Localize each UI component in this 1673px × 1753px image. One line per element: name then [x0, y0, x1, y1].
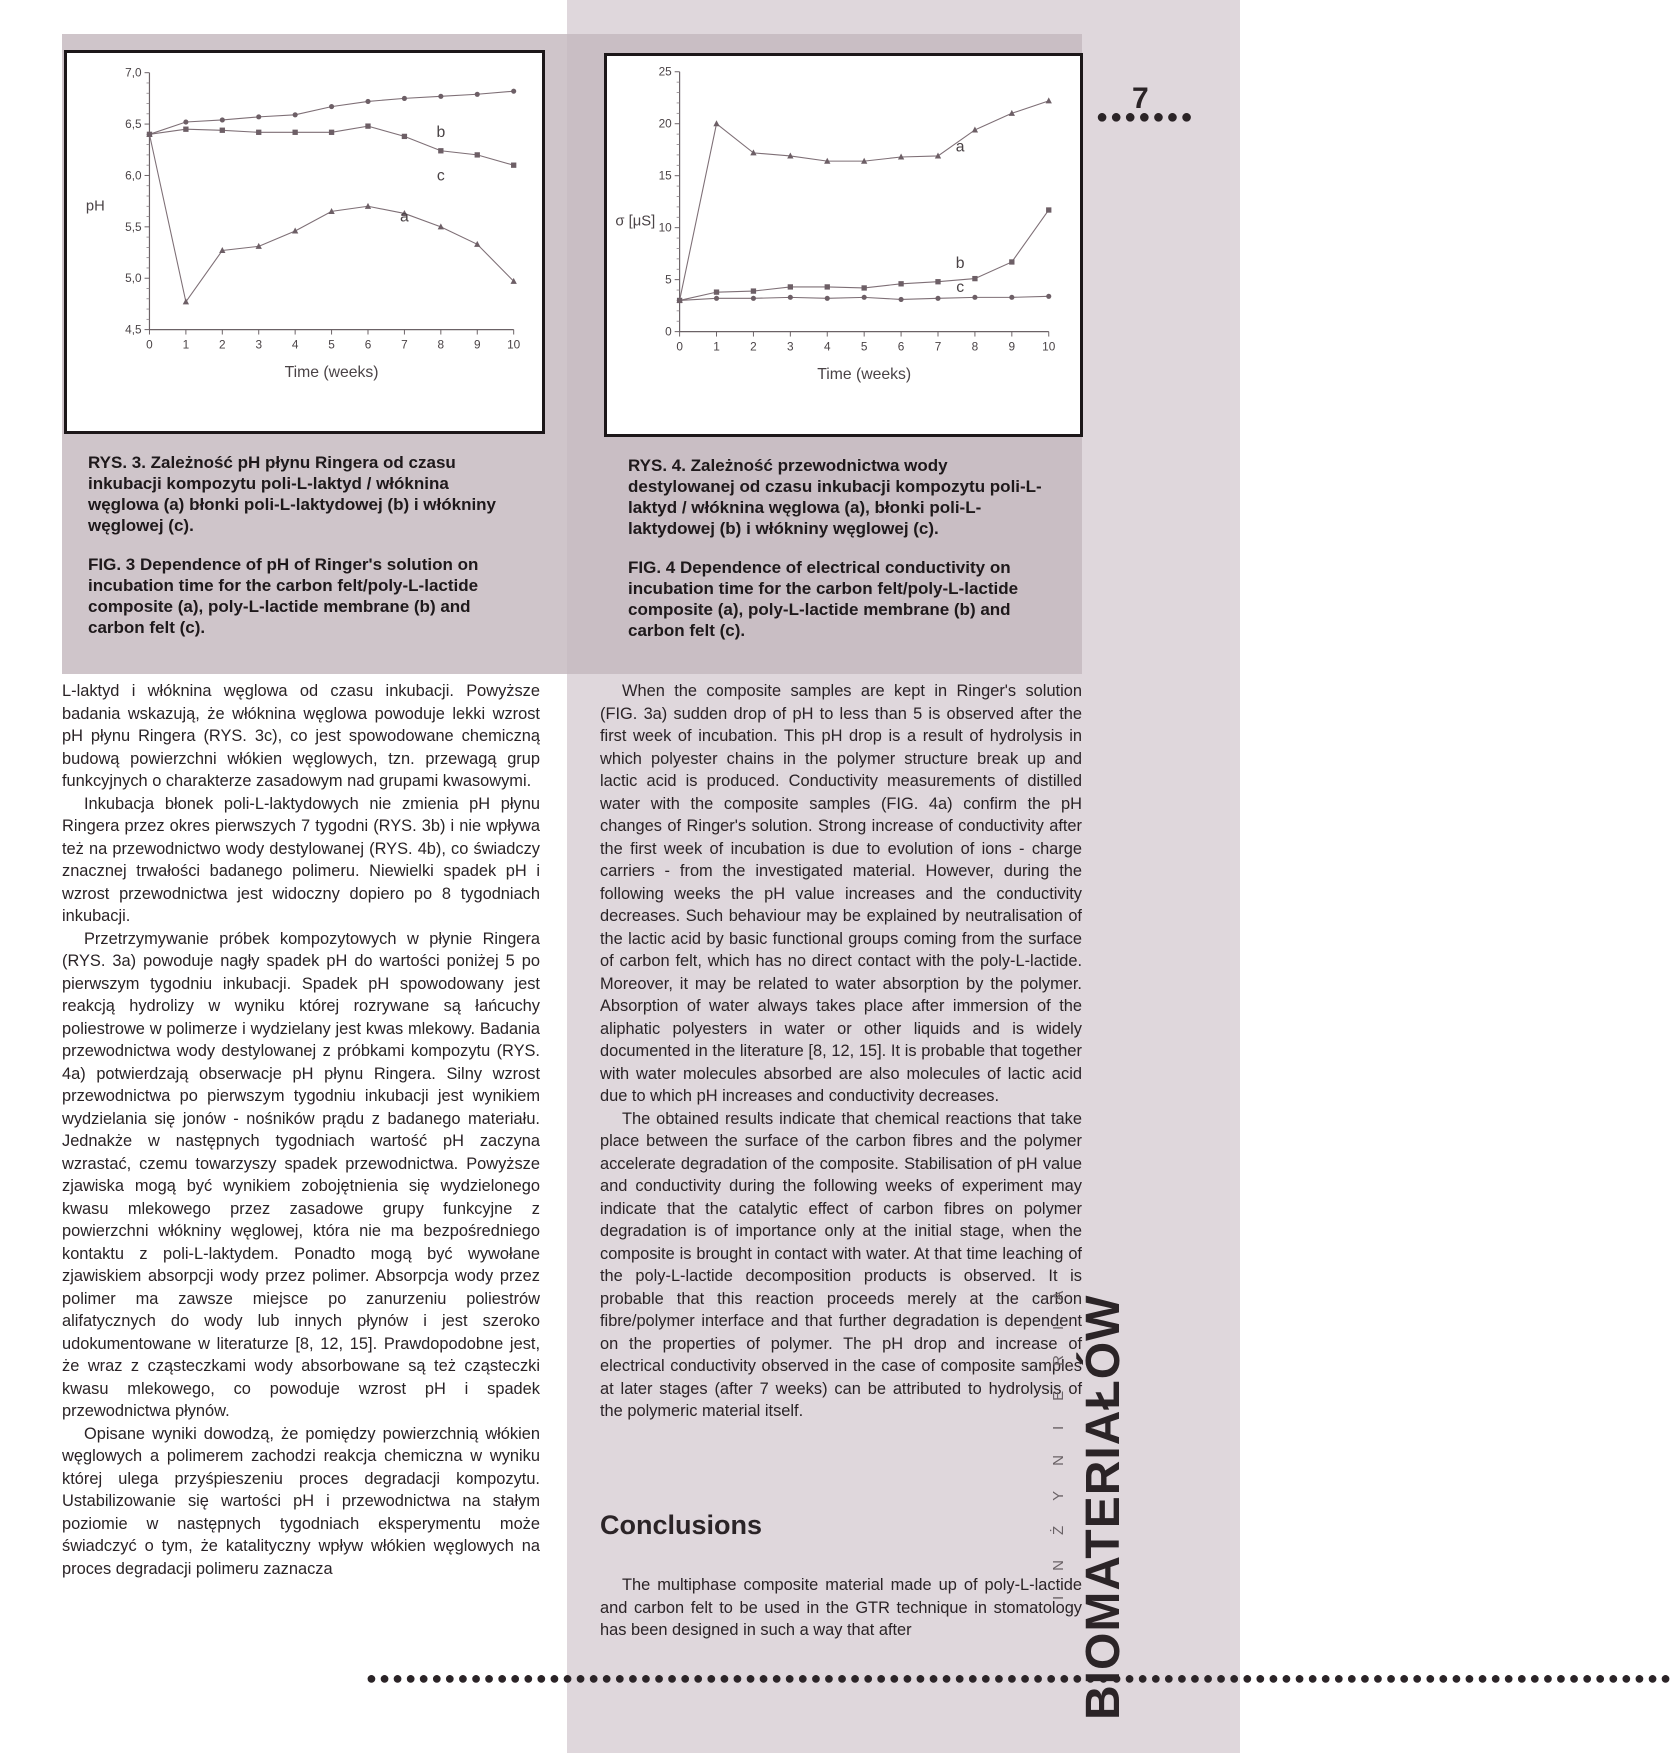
x-tick-label: 4 — [291, 337, 299, 352]
x-tick-label: 8 — [971, 339, 979, 354]
series-label-b: b — [436, 124, 446, 142]
x-tick-label: 9 — [473, 337, 481, 352]
data-point-b — [402, 134, 407, 139]
y-axis-label: pH — [85, 198, 105, 215]
series-line-c — [149, 91, 513, 134]
data-point-c — [714, 296, 719, 301]
data-point-a — [474, 241, 480, 247]
x-tick-label: 10 — [1042, 339, 1056, 354]
x-axis-label: Time (weeks) — [284, 363, 379, 381]
data-point-c — [935, 296, 940, 301]
y-tick-label: 10 — [658, 220, 672, 235]
data-point-b — [862, 285, 867, 290]
data-point-b — [714, 289, 719, 294]
x-tick-label: 6 — [364, 337, 372, 352]
y-tick-label: 25 — [658, 64, 672, 79]
data-point-b — [1009, 259, 1014, 264]
conclusions-text — [600, 1574, 1082, 1642]
data-point-c — [825, 296, 830, 301]
figure3-caption-english: FIG. 3 Dependence of pH of Ringer's solution on incubation time for the carbon felt/poly-L-lactide composite (a), poly-L-lactide membrane (b) and carbon felt (c). — [88, 555, 479, 637]
data-point-c — [293, 112, 298, 117]
data-point-c — [1009, 295, 1014, 300]
x-tick-label: 4 — [823, 339, 831, 354]
data-point-c — [972, 295, 977, 300]
data-point-b — [183, 127, 188, 132]
journal-logo-subtitle: INŻYNIERIA — [1050, 1265, 1067, 1600]
paragraph: Przetrzymywanie próbek kompozytowych w płynie Ringera (RYS. 3a) powoduje nagły spadek pH do wartości poniżej 5 po pierwszym tygodniu inkubacji. Spadek pH spowodowany jest reakcją hydrolizy w wyniku której rozrywane są łańcuchy poliestrowe w polimerze i wydzielany jest kwas mlekowy. Badania przewodnictwa wody destylowanej z próbkami kompozytu (RYS. 4a) potwierdzają obserwacje pH płynu Ringera. Silny wzrost przewodnictwa po pierwszym tygodniu inkubacji jest wynikiem wydzielania się jonów - nośników prądu z badanego materiału. Jednakże w następnych tygodniach wartość pH zaczyna wzrastać, czemu towarzyszy spadek przewodnictwa. Powyższe zjawiska mogą być wynikiem zobojętnienia się wydzielonego kwasu mlekowego przez zasadowe grupy funkcyjne z powierzchni włókniny węglowej, która nie ma bezpośredniego kontaktu z poli-L-laktydem. Ponadto mogą być wywołane zjawiskiem absorpcji wody przez polimer. Absorpcja wody przez polimer ma zawsze miejsce po zanurzeniu poliestrów alifatycznych do wody lub innych płynów i jest szeroko udokumentowane w literaturze [8, 12, 15]. Prawdopodobne jest, że wraz z cząsteczkami wody absorbowane są też cząsteczki kwasu mlekowego, co powoduje wzrost pH i spadek przewodnictwa płynów. — [62, 929, 540, 1420]
series-label-c: c — [436, 167, 445, 185]
y-axis-label: σ [μS] — [615, 213, 656, 230]
data-point-b — [329, 130, 334, 135]
x-tick-label: 1 — [182, 337, 190, 352]
x-tick-label: 9 — [1008, 339, 1016, 354]
data-point-c — [183, 119, 188, 124]
data-point-c — [365, 99, 370, 104]
y-tick-label: 6,5 — [125, 117, 142, 132]
data-point-b — [825, 284, 830, 289]
y-tick-label: 5,0 — [125, 271, 142, 286]
data-point-c — [475, 92, 480, 97]
series-label-a: a — [400, 208, 409, 226]
paragraph: The multiphase composite material made up of poly-L-lactide and carbon felt to be used in the GTR technique in stomatology has been designed in such a way that after — [600, 1576, 1082, 1639]
x-tick-label: 2 — [750, 339, 757, 354]
page-number-dots: ●●●●●●● — [1096, 106, 1195, 128]
data-point-b — [220, 128, 225, 133]
y-tick-label: 6,0 — [125, 168, 142, 183]
right-text-column — [600, 680, 1082, 1423]
data-point-b — [935, 279, 940, 284]
y-tick-label: 5 — [665, 272, 672, 287]
data-point-b — [438, 148, 443, 153]
figure3-chart — [64, 50, 545, 434]
data-point-c — [677, 298, 682, 303]
chart-svg — [67, 53, 542, 431]
x-tick-label: 0 — [146, 337, 153, 352]
series-label-c: c — [956, 278, 965, 296]
x-tick-label: 8 — [437, 337, 445, 352]
data-point-c — [751, 296, 756, 301]
data-point-b — [751, 288, 756, 293]
data-point-c — [899, 297, 904, 302]
data-point-a — [713, 120, 719, 126]
data-point-b — [898, 281, 903, 286]
y-tick-label: 20 — [658, 116, 672, 131]
page-number: 7 — [1132, 82, 1149, 115]
x-tick-label: 5 — [328, 337, 335, 352]
journal-logo — [1050, 1265, 1131, 1720]
figure4-chart — [604, 53, 1083, 437]
x-tick-label: 2 — [219, 337, 226, 352]
series-line-a — [149, 134, 513, 302]
y-tick-label: 0 — [665, 324, 672, 339]
data-point-b — [256, 130, 261, 135]
x-tick-label: 10 — [507, 337, 521, 352]
data-point-c — [256, 114, 261, 119]
chart-svg — [607, 56, 1080, 434]
data-point-b — [1046, 207, 1051, 212]
x-tick-label: 7 — [934, 339, 942, 354]
data-point-b — [292, 130, 297, 135]
paragraph: When the composite samples are kept in Ringer's solution (FIG. 3a) sudden drop of pH to less than 5 is observed after the first week of incubation. This pH drop is a result of hydrolysis in which polyester chains in the polymer structure break up and lactic acid is produced. Conductivity measurements of distilled water with the composite samples (FIG. 4a) confirm the pH changes of Ringer's solution. Strong increase of conductivity after the first week of incubation is due to evolution of ions - charge carriers - from the investigated material. However, during the following weeks the pH value increases and the conductivity decreases. Such behaviour may be explained by neutralisation of the lactic acid by basic functional groups coming from the surface of carbon felt, which has no direct contact with the poly-L-lactide. Moreover, it may be related to water absorption by the polymer. Absorption of water always takes place after immersion of the aliphatic polyesters in water or other liquids and is widely documented in the literature [8, 12, 15]. It is probable that together with water molecules absorbed are also molecules of lactic acid due to which pH increases and conductivity decreases. — [600, 682, 1082, 1105]
data-point-c — [788, 295, 793, 300]
left-text-column — [62, 680, 540, 1580]
data-point-a — [365, 203, 371, 209]
data-point-b — [972, 276, 977, 281]
data-point-c — [1046, 294, 1051, 299]
journal-logo-title: BIOMATERIAŁÓW — [1077, 1294, 1130, 1720]
data-point-a — [750, 149, 756, 155]
data-point-b — [365, 123, 370, 128]
data-point-c — [511, 89, 516, 94]
figure4-caption-polish: RYS. 4. Zależność przewodnictwa wody destylowanej od czasu inkubacji kompozytu poli-L-laktyd / włóknina węglowa (a), błonki poli-L-laktydowej (b) i włókniny węglowej (c). — [628, 456, 1042, 538]
data-point-c — [220, 117, 225, 122]
figure3-caption-polish: RYS. 3. Zależność pH płynu Ringera od czasu inkubacji kompozytu poli-L-laktyd / włóknina węglowa (a) błonki poli-L-laktydowej (b) i włókniny węglowej (c). — [88, 453, 497, 535]
paragraph: Inkubacja błonek poli-L-laktydowych nie zmienia pH płynu Ringera przez okres pierwszych 7 tygodni (RYS. 3b) i nie wpływa też na przewodnictwo wody destylowanej (RYS. 4b), co świadczy znacznej trwałości badanego polimeru. Niewielki spadek pH i wzrost przewodnictwa jest widoczny dopiero po 8 tygodniach inkubacji. — [62, 794, 540, 925]
figure4-caption-english: FIG. 4 Dependence of electrical conductivity on incubation time for the carbon felt/poly-L-lactide composite (a), poly-L-lactide membrane (b) and carbon felt (c). — [628, 558, 1019, 640]
series-label-b: b — [955, 254, 965, 272]
x-tick-label: 0 — [676, 339, 683, 354]
figure3-caption — [88, 452, 520, 656]
data-point-a — [1046, 97, 1052, 103]
paragraph: The obtained results indicate that chemical reactions that take place between the surface of the carbon fibres and the polymer accelerate degradation of the composite. Stabilisation of pH value and conductivity during the following weeks of experiment may indicate that the catalytic effect of carbon fibres on polymer degradation is of importance only at the initial stage, when the composite is brought in contact with water. At that time leaching of the poly-L-lactide decomposition products is observed. It is probable that this reaction proceeds merely at the carbon fibre/polymer interface and that further degradation is dependent on the properties of polymer. The pH drop and increase of electrical conductivity observed in the case of composite samples at later stages (after 7 weeks) can be attributed to hydrolysis of the polymeric material itself. — [600, 1109, 1082, 1420]
y-tick-label: 5,5 — [125, 219, 142, 234]
x-tick-label: 5 — [860, 339, 868, 354]
y-tick-label: 7,0 — [125, 65, 142, 80]
x-axis-label: Time (weeks) — [817, 365, 912, 383]
paragraph: Opisane wyniki dowodzą, że pomiędzy powierzchnią włókien węglowych a polimerem zachodzi reakcja chemiczna w wyniku której ulega przyśpieszeniu proces degradacji kompozytu. Ustabilizowanie się wartości pH i przewodnictwa na stałym poziomie w następnych tygodniach eksperymentu może świadczyć o tym, że katalityczny wpływ włókien węglowych na proces degradacji polimeru zaznacza — [62, 1424, 540, 1578]
x-tick-label: 3 — [255, 337, 263, 352]
data-point-c — [438, 94, 443, 99]
data-point-c — [329, 104, 334, 109]
data-point-b — [511, 163, 516, 168]
conclusions-heading: Conclusions — [600, 1510, 763, 1540]
data-point-a — [292, 228, 298, 234]
y-tick-label: 4,5 — [125, 322, 142, 337]
figure4-caption — [628, 455, 1058, 659]
x-tick-label: 7 — [401, 337, 408, 352]
x-tick-label: 3 — [787, 339, 794, 354]
series-label-a: a — [955, 138, 965, 156]
x-tick-label: 6 — [897, 339, 905, 354]
footer-dots: ●●●●●●●●●●●●●●●●●●●●●●●●●●●●●●●●●●●●●●●●●●●●●●●●●●●●●●●●●●●●●●●●●●●●●●●●●●●●●●●●●●●●●●●●●●●●●●●●●●●● — [366, 1668, 1673, 1688]
x-tick-label: 1 — [713, 339, 720, 354]
y-tick-label: 15 — [658, 168, 672, 183]
data-point-c — [402, 96, 407, 101]
data-point-c — [862, 295, 867, 300]
data-point-b — [475, 152, 480, 157]
paragraph: L-laktyd i włóknina węglowa od czasu inkubacji. Powyższe badania wskazują, że włóknina węglowa powoduje lekki wzrost pH płynu Ringera (RYS. 3c), co jest spowodowane chemiczną budową powierzchni włókien węglowych, tzn. przewagą grup funkcyjnych o charakterze zasadowym nad grupami kwasowymi. — [62, 682, 540, 790]
data-point-b — [788, 284, 793, 289]
